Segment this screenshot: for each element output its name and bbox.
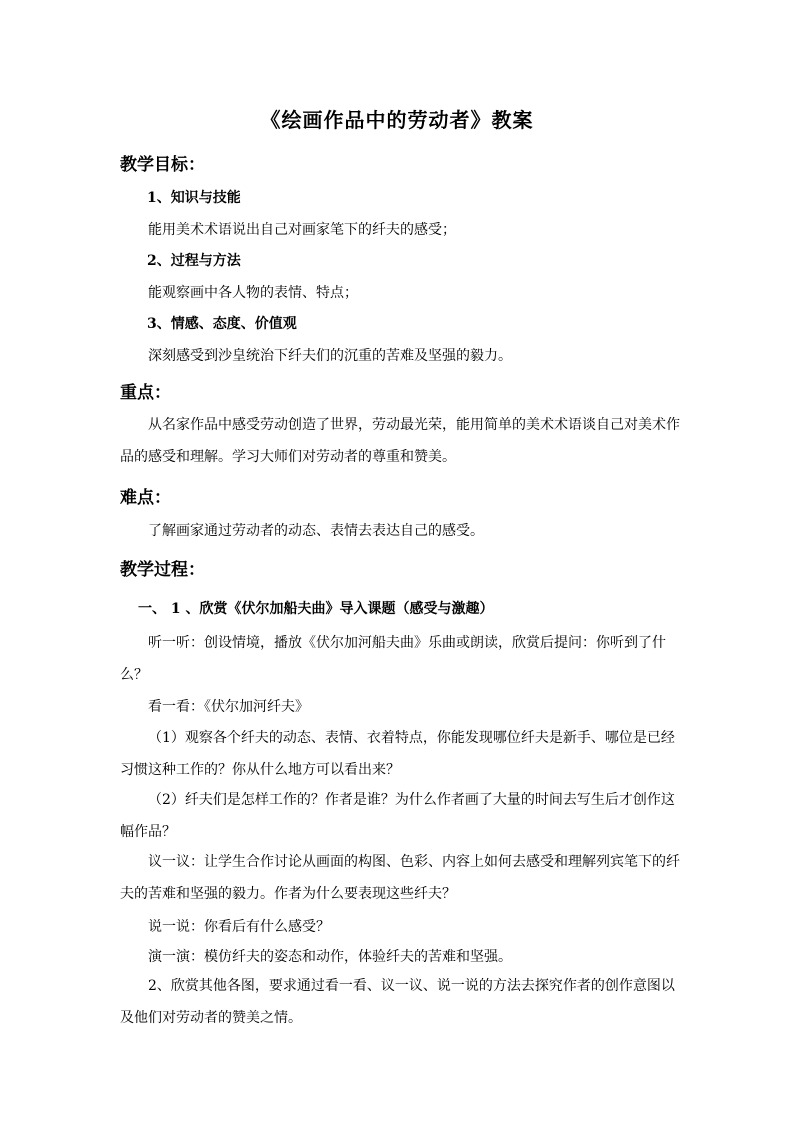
- document-title: 《绘画作品中的劳动者》教案: [260, 108, 534, 132]
- discuss-paragraph: 议一议：让学生合作讨论从画面的构图、色彩、内容上如何去感受和理解列宾笔下的纤夫的苦难和坚强的毅力。作者为什么要表现这些纤夫？: [120, 854, 680, 902]
- key-points-heading: 重点：: [120, 383, 171, 403]
- question-2: （2）纤夫们是怎样工作的？作者是谁？为什么作者画了大量的时间去写生后才创作这幅作品？: [120, 792, 675, 840]
- emotion-text: 深刻感受到沙皇统治下纤夫们的沉重的苦难及坚强的毅力。: [148, 348, 512, 364]
- difficulties-heading: 难点：: [120, 488, 171, 508]
- act-line: 演一演：模仿纤夫的姿态和动作，体验纤夫的苦难和坚强。: [148, 949, 512, 965]
- difficulties-text: 了解画家通过劳动者的动态、表情去表达自己的感受。: [148, 523, 484, 539]
- look-line: 看一看：《伏尔加河纤夫》: [148, 699, 309, 715]
- objectives-heading: 教学目标：: [120, 155, 205, 175]
- process-method-text: 能观察画中各人物的表情、特点；: [148, 285, 358, 301]
- say-line: 说一说：你看后有什么感受？: [148, 919, 330, 935]
- step2-paragraph: 2、欣赏其他各图，要求通过看一看、议一议、说一说的方法去探究作者的创作意图以及他们对劳动者的赞美之情。: [120, 978, 675, 1026]
- question-1: （1）观察各个纤夫的动态、表情、衣着特点，你能发现哪位纤夫是新手、哪位是已经习惯这种工作的？你从什么地方可以看出来？: [120, 730, 675, 778]
- process-heading: 教学过程：: [120, 560, 205, 580]
- listen-paragraph: 听一听：创设情境，播放《伏尔加河船夫曲》乐曲或朗读，欣赏后提问：你听到了什么？: [120, 635, 666, 683]
- key-points-text: 从名家作品中感受劳动创造了世界，劳动最光荣，能用简单的美术术语谈自己对美术作品的感受和理解。学习大师们对劳动者的尊重和赞美。: [120, 417, 680, 465]
- step1-heading: 一、 1 、欣赏《伏尔加船夫曲》导入课题（感受与激趣）: [138, 601, 494, 617]
- knowledge-text: 能用美术术语说出自己对画家笔下的纤夫的感受；: [148, 222, 456, 238]
- knowledge-heading: 1、知识与技能: [147, 190, 241, 206]
- emotion-heading: 3、情感、态度、价值观: [147, 316, 297, 332]
- process-method-heading: 2、过程与方法: [147, 253, 241, 269]
